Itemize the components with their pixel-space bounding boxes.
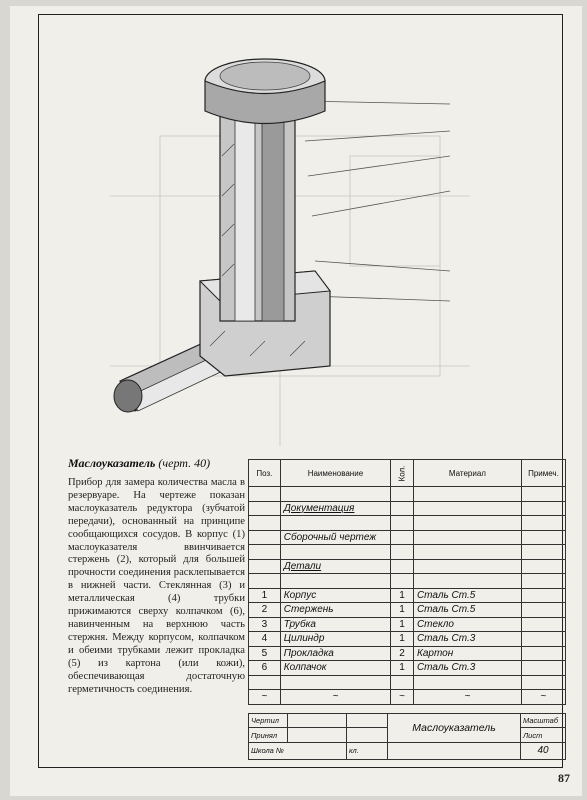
- table-row: [249, 603, 566, 618]
- section-assembly: Сборочный чертеж: [280, 530, 390, 545]
- row-pos: 5: [249, 646, 281, 661]
- header-qty: [391, 460, 414, 487]
- row-qty: 1: [391, 588, 414, 603]
- header-name: Наименование: [280, 460, 390, 487]
- row-pos: 6: [249, 661, 281, 676]
- header-note: Примеч.: [521, 460, 565, 487]
- header-pos: Поз.: [249, 460, 281, 487]
- drawing-number: 40: [521, 742, 566, 759]
- row-material: Сталь Ст.3: [413, 632, 521, 647]
- row-pos: 2: [249, 603, 281, 618]
- class-label: кл.: [347, 742, 388, 759]
- table-row: [249, 675, 566, 690]
- row-name: Колпачок: [280, 661, 390, 676]
- section-parts: Детали: [280, 559, 390, 574]
- oil-gauge-illustration: [50, 26, 480, 456]
- table-row: [249, 545, 566, 560]
- row-material: Сталь Ст.5: [413, 603, 521, 618]
- row-qty: 1: [391, 603, 414, 618]
- scale-label: Масштаб: [521, 714, 566, 728]
- row-material: Картон: [413, 646, 521, 661]
- row-qty: 1: [391, 661, 414, 676]
- row-pos: 1: [249, 588, 281, 603]
- row-material: Сталь Ст.5: [413, 588, 521, 603]
- row-name: Корпус: [280, 588, 390, 603]
- table-row: ~ ~ ~ ~ ~: [249, 690, 566, 705]
- row-name: Цилиндр: [280, 632, 390, 647]
- table-row: [249, 487, 566, 502]
- table-row: [249, 661, 566, 676]
- table-row: [249, 646, 566, 661]
- title-block-title: Маслоуказатель: [388, 714, 521, 743]
- spec-header-row: [249, 460, 566, 487]
- row-pos: 4: [249, 632, 281, 647]
- caption-title: Маслоуказатель: [68, 456, 156, 470]
- title-block: [248, 713, 566, 760]
- page-number: 87: [558, 771, 570, 785]
- specification-table: [248, 459, 566, 711]
- table-row: [249, 501, 566, 516]
- table-row: [249, 516, 566, 531]
- table-row: [249, 632, 566, 647]
- row-pos: 3: [249, 617, 281, 632]
- table-row: [249, 588, 566, 603]
- description-text: Прибор для замера количества масла в резервуаре. На чертеже показан маслоуказатель редуктора (зубчатой передачи), основанный на принципе сообщающихся сосудов. В корпус (1) маслоуказателя ввинчивается стержень (2), который для большей прочности соединения расклепывается в нижней части. Стеклянная (3) и металлическая (4) трубки прижимаются сверху колпачком (6), навинченным на верхнюю часть стержня. Между корпусом, колпачком и обеими трубками лежит прокладка (5) из картона (или кожи), обеспечивающая достаточную герметичность соединения.: [68, 477, 245, 695]
- sheet-label: Лист: [521, 728, 566, 742]
- caption-ref: (черт. 40): [158, 456, 211, 470]
- row-name: Трубка: [280, 617, 390, 632]
- row-material: Стекло: [413, 617, 521, 632]
- drew-label: Чертил: [249, 714, 288, 728]
- table-row: [249, 559, 566, 574]
- row-qty: 2: [391, 646, 414, 661]
- school-label: Школа №: [249, 742, 347, 759]
- header-qty-label: Кол.: [397, 465, 407, 481]
- header-material: Материал: [413, 460, 521, 487]
- row-name: Стержень: [280, 603, 390, 618]
- table-row: [249, 617, 566, 632]
- row-qty: 1: [391, 632, 414, 647]
- table-row: [249, 530, 566, 545]
- section-docs: Документация: [280, 501, 390, 516]
- table-row: [249, 574, 566, 589]
- row-qty: 1: [391, 617, 414, 632]
- figure-caption: [68, 456, 210, 471]
- accepted-label: Принял: [249, 728, 288, 742]
- row-name: Прокладка: [280, 646, 390, 661]
- page: [10, 6, 582, 796]
- row-material: Сталь Ст.3: [413, 661, 521, 676]
